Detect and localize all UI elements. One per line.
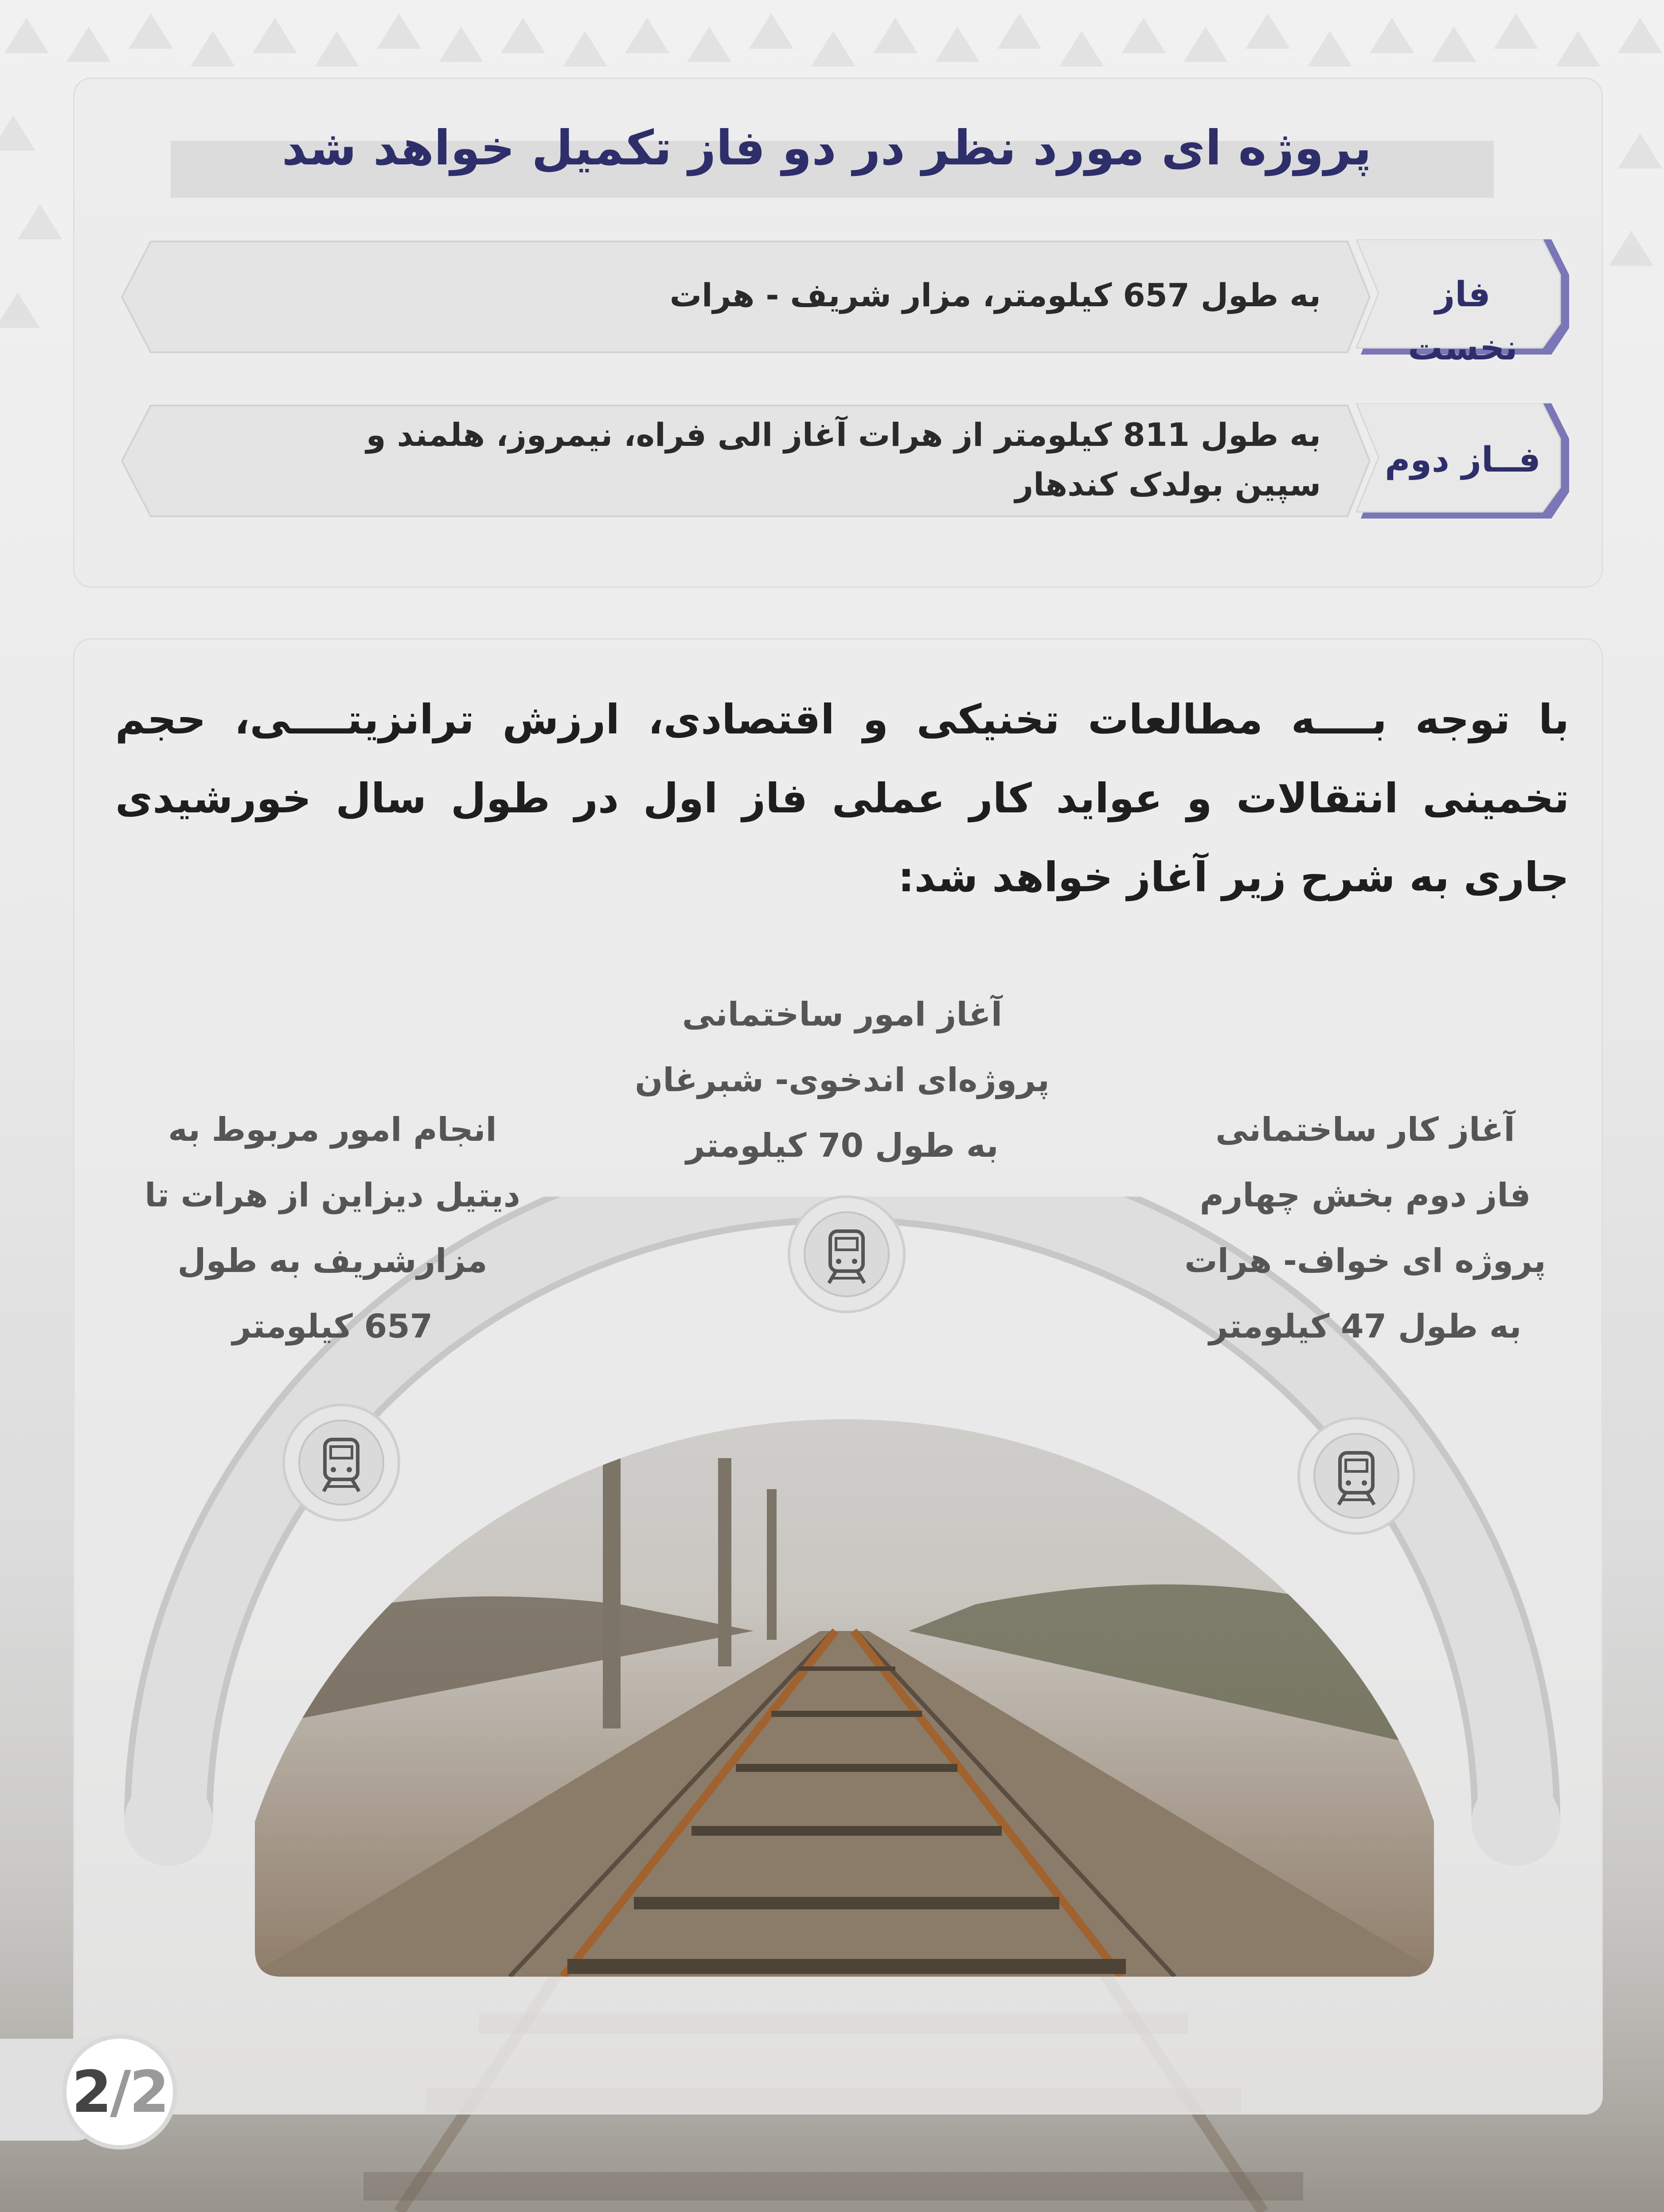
milestone-center-line: به طول 70 کیلومتر [686, 1127, 999, 1165]
page-total: 2 [129, 2058, 168, 2126]
milestone-right-line: پروژه ای خواف- هرات [1184, 1242, 1546, 1280]
page-current: 2 [71, 2058, 110, 2126]
milestone-left-line: انجام امور مربوط به [168, 1111, 497, 1149]
milestone-right-line: به طول 47 کیلومتر [1209, 1307, 1522, 1346]
milestone-left-line: دیتیل دیزاین از هرات تا [145, 1176, 520, 1214]
milestone-left-line: مزارشریف به طول [177, 1242, 488, 1280]
milestone-left [133, 1097, 532, 1359]
phase-1-label: فاز نخست [1408, 275, 1518, 368]
page-number [62, 2034, 177, 2150]
milestone-right-line: فاز دوم بخش چهارم [1199, 1176, 1531, 1214]
page-separator: / [110, 2058, 129, 2126]
train-icon [785, 1192, 909, 1316]
phase-1-text: به طول 657 کیلومتر، مزار شریف - هرات [669, 277, 1321, 314]
milestone-center-line: پروژه‌ای اندخوی- شبرغان [635, 1061, 1050, 1099]
phase-2-label: فــاز دوم [1385, 440, 1541, 480]
milestone-right-line: آغاز کار ساختمانی [1215, 1111, 1515, 1149]
intro-paragraph: با توجه بــــه مطالعات تخنیکی و اقتصادی، ارزش ترانزیتــــی، حجم تخمینی انتقالات و عواید کار عملی فاز اول در طول سال خورشیدی جاری به شرح زیر آغاز خواهد شد: [115, 696, 1569, 901]
railway-photo [248, 1285, 1445, 1994]
train-icon [1294, 1414, 1418, 1538]
page-title: پروژه ای مورد نظر در دو فاز تکمیل خواهد شد [281, 121, 1372, 176]
milestone-center [629, 982, 1055, 1178]
milestone-center-line: آغاز امور ساختمانی [682, 995, 1003, 1034]
milestone-left-line: 657 کیلومتر [232, 1307, 433, 1346]
milestone-right [1166, 1097, 1565, 1359]
phase-2-text: به طول 811 کیلومتر از هرات آغاز الی فراه، نیمروز، هلمند و سپین بولدک کندهار [366, 416, 1321, 503]
train-icon [279, 1401, 403, 1525]
